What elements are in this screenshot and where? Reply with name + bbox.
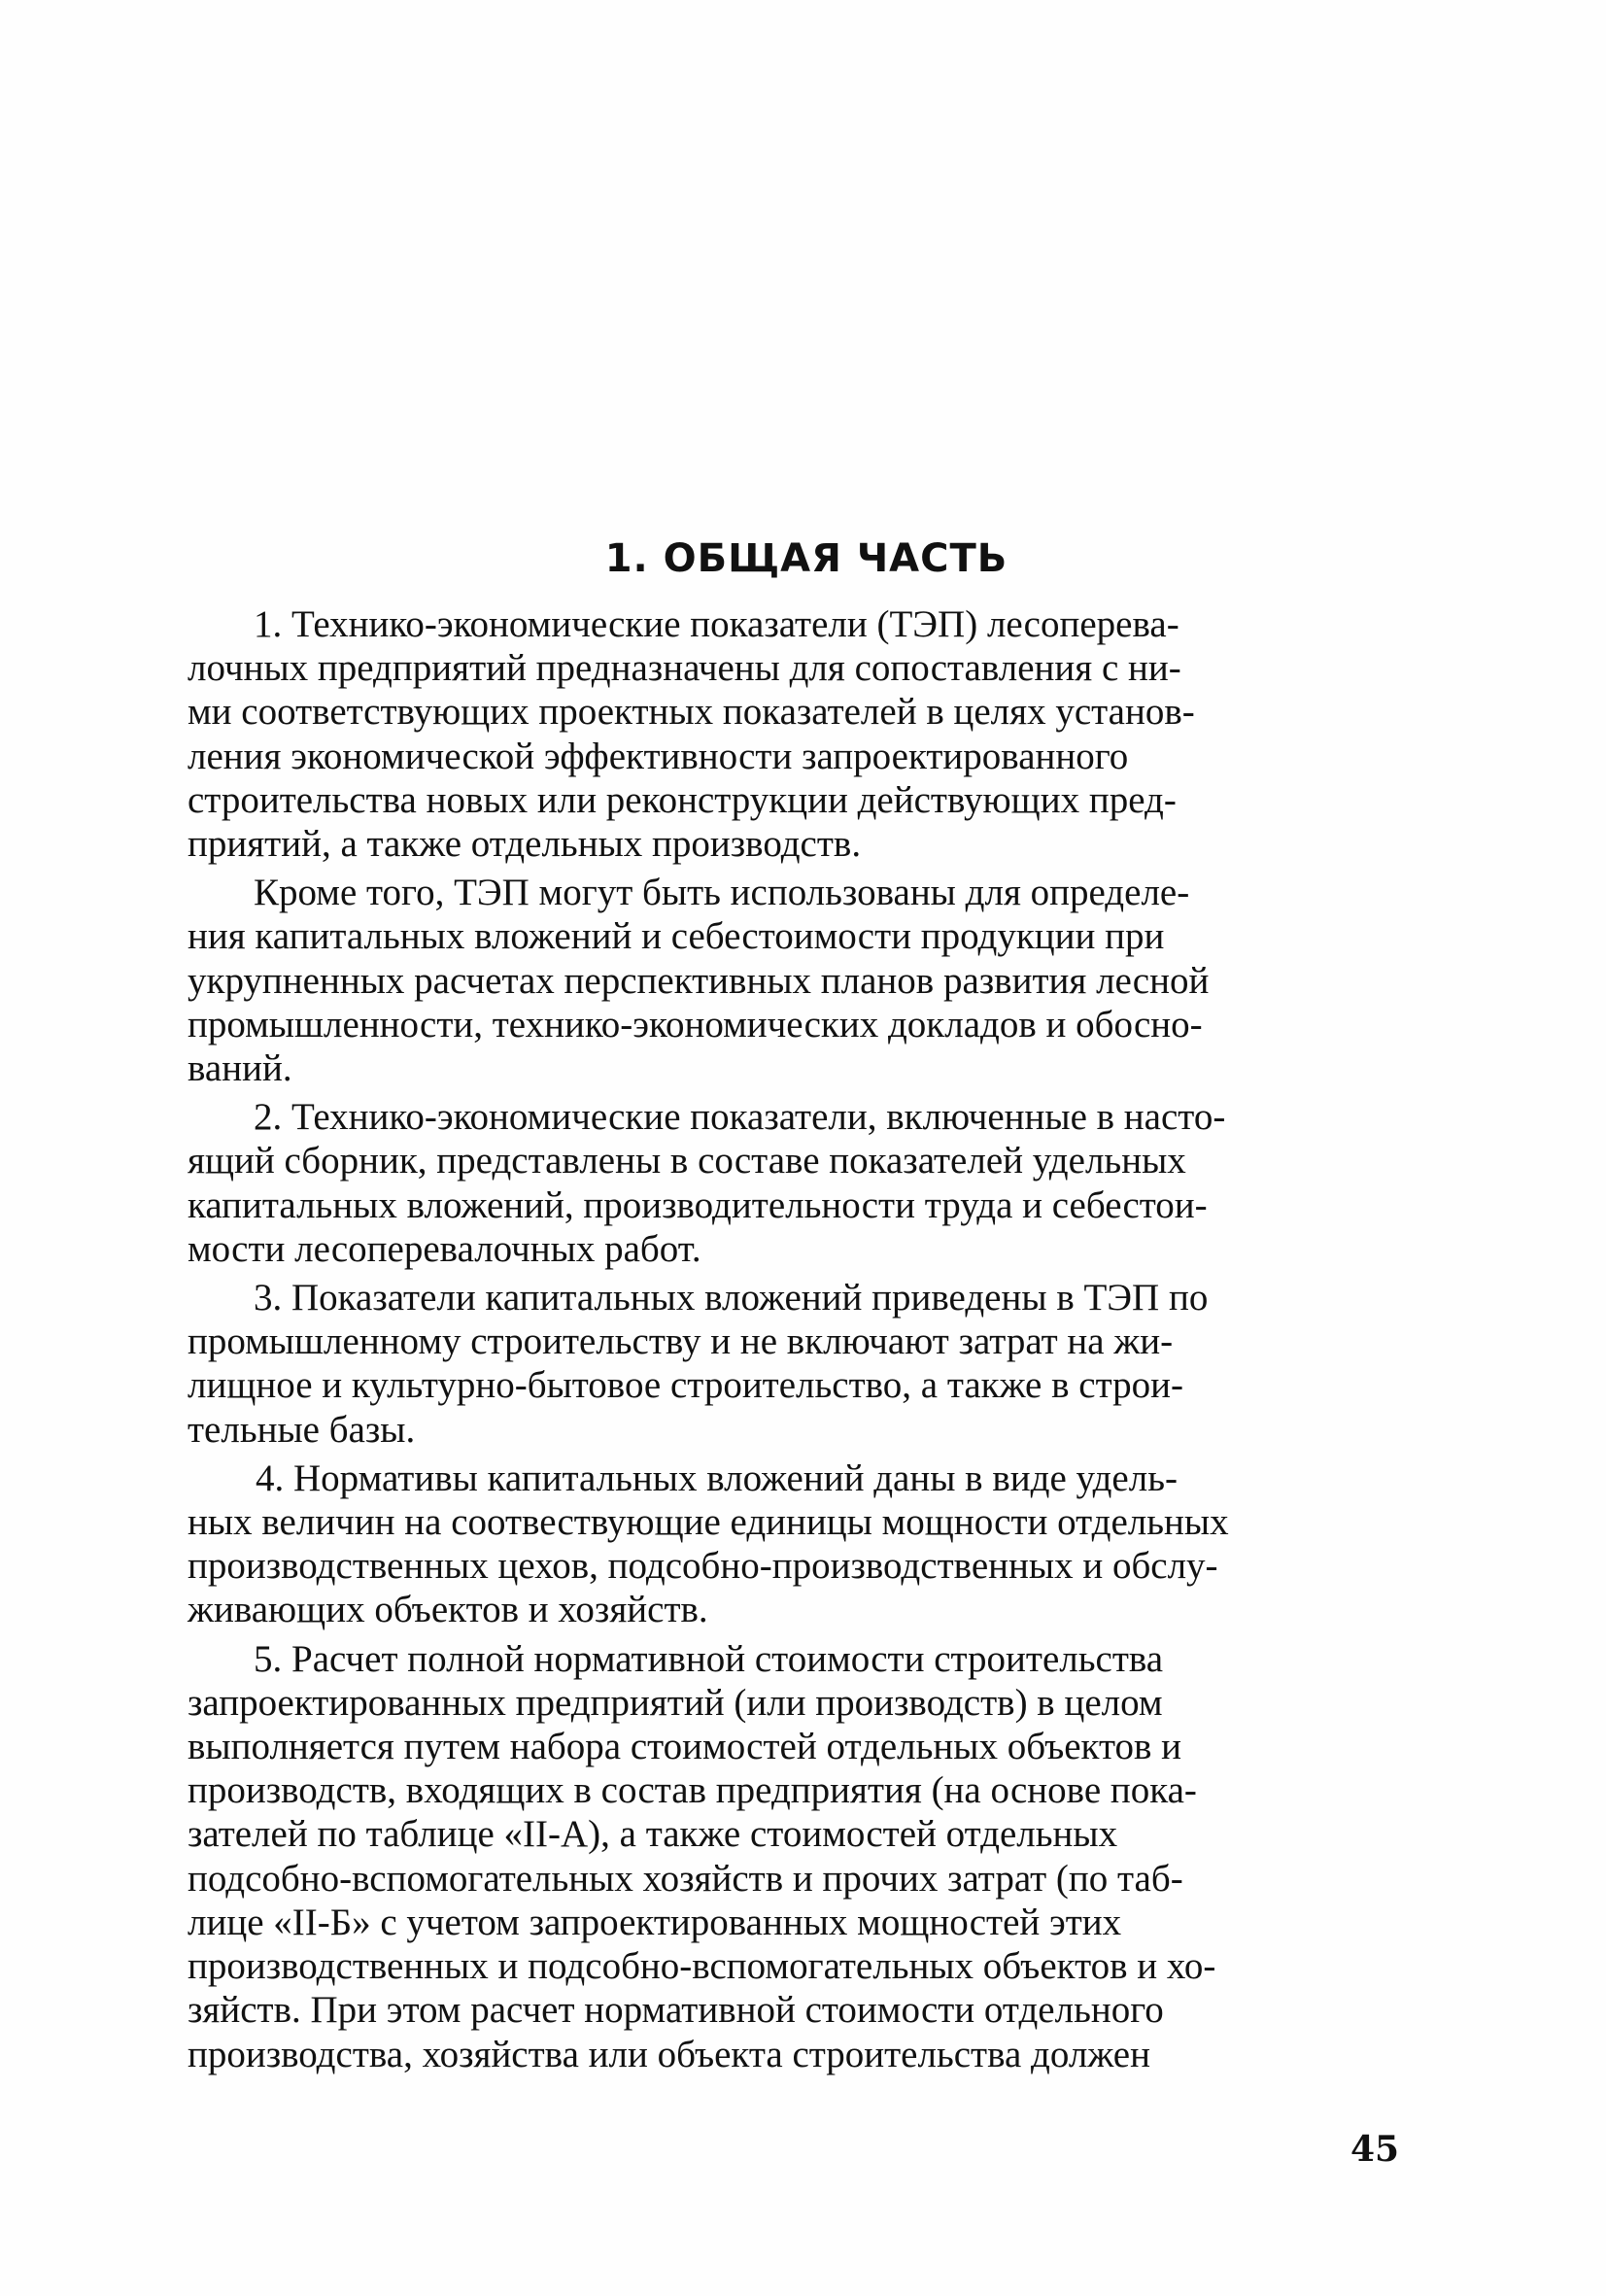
text-line: 3. Показатели капитальных вложений приведены в ТЭП по	[254, 1277, 1209, 1319]
text-line: запроектированных предприятий (или производств) в целом	[188, 1681, 1163, 1724]
text-line: строительства новых или реконструкции действующих пред-	[188, 778, 1177, 821]
paragraph-1	[188, 602, 1417, 866]
text-line: 5. Расчет полной нормативной стоимости строительства	[254, 1637, 1164, 1680]
text-line: ми соответствующих проектных показателей в целях установ-	[188, 691, 1195, 734]
text-line: подсобно-вспомогательных хозяйств и прочих затрат (по таб-	[188, 1857, 1183, 1900]
text-line: 2. Технико-экономические показатели, включенные в насто-	[254, 1096, 1226, 1139]
text-line: выполняется путем набора стоимостей отдельных объектов и	[188, 1726, 1182, 1768]
section-heading: 1. ОБЩАЯ ЧАСТЬ	[604, 536, 1008, 581]
paragraph-5	[188, 1456, 1417, 1632]
text-line: ваний.	[188, 1047, 292, 1090]
text-line: капитальных вложений, производительности труда и себестои-	[188, 1183, 1208, 1226]
paragraph-3	[188, 1095, 1417, 1271]
text-line: ния капитальных вложений и себестоимости продукции при	[188, 915, 1165, 958]
text-line: тельные базы.	[188, 1408, 416, 1451]
text-line: 1. Технико-экономические показатели (ТЭП) лесоперева-	[254, 603, 1179, 645]
text-line: укрупненных расчетах перспективных планов развития лесной	[188, 959, 1210, 1002]
text-line: производства, хозяйства или объекта строительства должен	[188, 2033, 1150, 2075]
text-line: промышленному строительству и не включают затрат на жи-	[188, 1320, 1174, 1363]
body-text	[188, 602, 1417, 2081]
text-line: лищное и культурно-бытовое строительство, а также в строи-	[188, 1364, 1183, 1407]
text-line: зателей по таблице «II-А), а также стоимостей отдельных	[188, 1813, 1118, 1856]
text-line: 4. Нормативы капитальных вложений даны в виде удель-	[256, 1456, 1178, 1499]
paragraph-2	[188, 871, 1417, 1090]
text-line: приятий, а также отдельных производств.	[188, 823, 862, 866]
paragraph-6	[188, 1637, 1417, 2076]
paragraph-4	[188, 1276, 1417, 1452]
text-line: промышленности, технико-экономических докладов и обосно-	[188, 1003, 1203, 1045]
page-number: 45	[1350, 2129, 1400, 2170]
text-line: ных величин на соотвествующие единицы мощности отдельных	[188, 1501, 1229, 1544]
text-line: зяйств. При этом расчет нормативной стоимости отдельного	[188, 1989, 1164, 2032]
text-line: ления экономической эффективности запроектированного	[188, 735, 1129, 777]
text-line: производственных и подсобно-вспомогательных объектов и хо-	[188, 1945, 1216, 1988]
text-line: ящий сборник, представлены в составе показателей удельных	[188, 1140, 1186, 1182]
text-line: живающих объектов и хозяйств.	[188, 1589, 708, 1631]
text-line: мости лесоперевалочных работ.	[188, 1227, 701, 1270]
text-line: Кроме того, ТЭП могут быть использованы для определе-	[254, 872, 1190, 914]
text-line: производств, входящих в состав предприятия (на основе пока-	[188, 1769, 1197, 1812]
text-line: производственных цехов, подсобно-производственных и обслу-	[188, 1545, 1218, 1588]
text-line: лочных предприятий предназначены для сопоставления с ни-	[188, 647, 1181, 690]
text-line: лице «II-Б» с учетом запроектированных мощностей этих	[188, 1901, 1122, 1943]
